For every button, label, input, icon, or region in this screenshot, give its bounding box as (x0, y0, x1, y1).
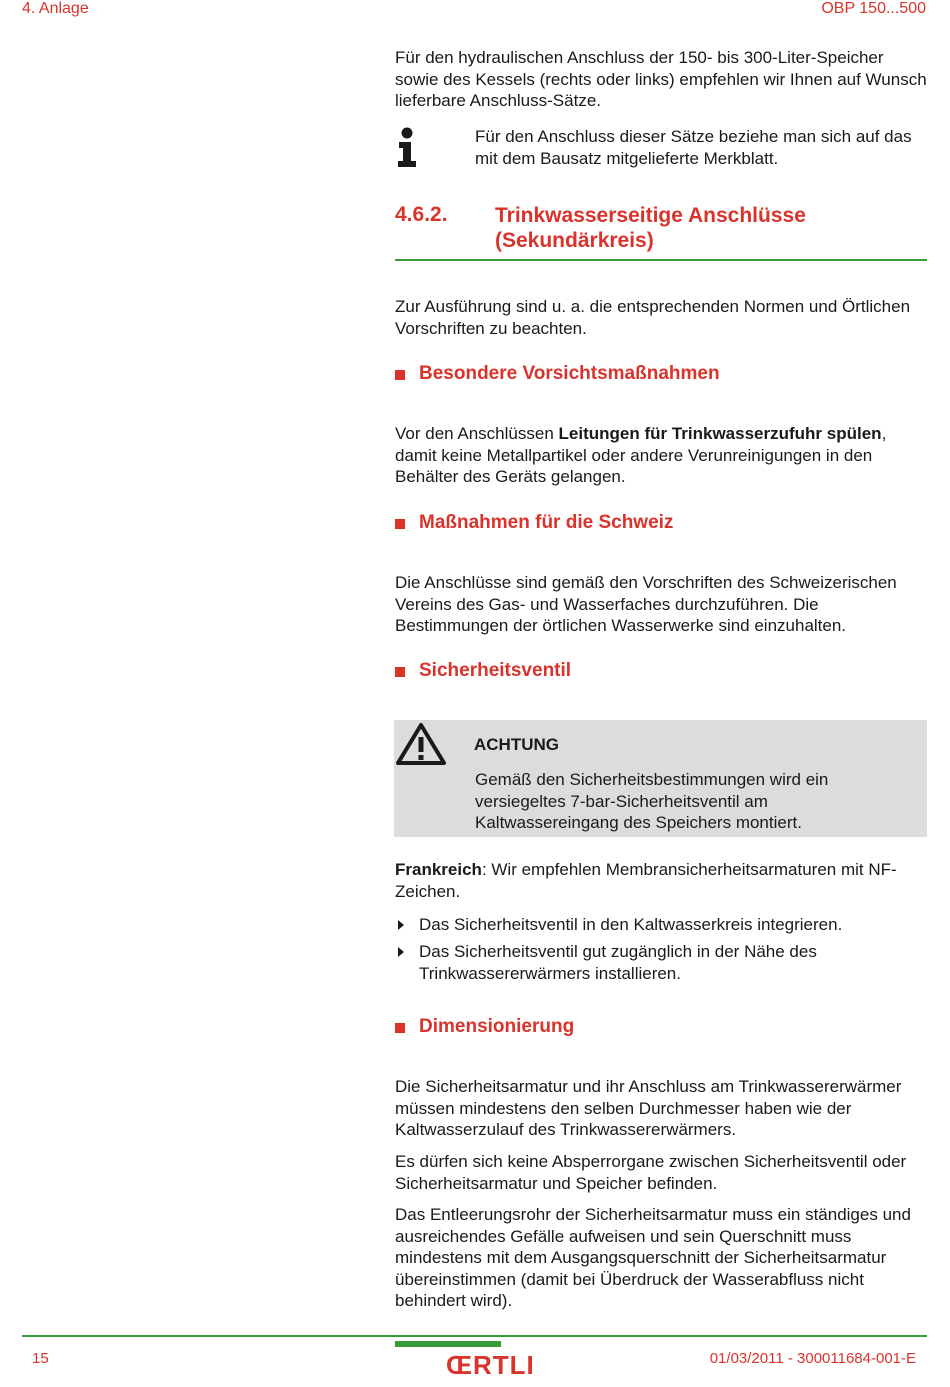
france-text: : Wir empfehlen Membransicherheitsarmaturen mit NF-Zeichen. (395, 860, 897, 901)
precautions-bold: Leitungen für Trinkwasserzufuhr spülen (558, 424, 882, 443)
france-bold: Frankreich (395, 860, 482, 879)
red-square-bullet-icon (395, 519, 405, 529)
dimensioning-paragraph-3: Das Entleerungsrohr der Sicherheitsarmatur muss ein ständiges und ausreichendes Gefälle aufweisen und sein Querschnitt muss mindestens mit dem Ausgangsquerschnitt der Sicherheitsarmatur übereinstimmen (damit bei Überdruck der Wasserabfluss nicht behindert wird). (395, 1205, 911, 1310)
france-paragraph (395, 859, 930, 902)
section-number: 4.6.2. (395, 203, 448, 226)
header-product: OBP 150...500 (821, 0, 926, 17)
section-intro: Zur Ausführung sind u. a. die entsprechenden Normen und Örtlichen Vorschriften zu beachten. (395, 297, 911, 338)
section-title: Trinkwasserseitige Anschlüsse (Sekundärkreis) (495, 204, 806, 252)
info-note-text: Für den Anschluss dieser Sätze beziehe man sich auf das mit dem Bausatz mitgelieferte Merkblatt. (475, 127, 912, 168)
info-icon (395, 126, 419, 168)
intro-paragraph: Für den hydraulischen Anschluss der 150- bis 300-Liter-Speicher sowie des Kessels (rechts oder links) empfehlen wir Ihnen auf Wunsch lieferbare Anschluss-Sätze. (395, 48, 927, 110)
page-number: 15 (32, 1350, 49, 1367)
precautions-post: , damit keine Metallpartikel oder andere Verunreinigungen in den Behälter des Geräts gelangen. (395, 424, 887, 486)
footer-accent-bar (395, 1341, 501, 1347)
dimensioning-paragraph-1: Die Sicherheitsarmatur und ihr Anschluss am Trinkwassererwärmer müssen mindestens den selben Durchmesser haben wie der Kaltwasserzulauf des Trinkwassererwärmers. (395, 1077, 902, 1139)
subheading-precautions-label: Besondere Vorsichtsmaßnahmen (419, 363, 720, 384)
subheading-safety-valve-label: Sicherheitsventil (419, 660, 572, 681)
oertli-logo: ŒRTLI (446, 1350, 535, 1380)
document-reference: 01/03/2011 - 300011684-001-E (709, 1350, 916, 1367)
red-square-bullet-icon (395, 370, 405, 380)
warning-text: Gemäß den Sicherheitsbestimmungen wird ein versiegeltes 7-bar-Sicherheitsventil am Kaltwassereingang des Speichers montiert. (475, 770, 829, 832)
precautions-pre: Vor den Anschlüssen (395, 424, 559, 443)
red-square-bullet-icon (395, 667, 405, 677)
red-square-bullet-icon (395, 1023, 405, 1033)
list-item-text: Das Sicherheitsventil in den Kaltwasserkreis integrieren. (419, 915, 843, 934)
dimensioning-paragraph-2: Es dürfen sich keine Absperrorgane zwischen Sicherheitsventil oder Sicherheitsarmatur und Speicher befinden. (395, 1152, 907, 1193)
subheading-dimensioning-label: Dimensionierung (419, 1016, 575, 1037)
subheading-switzerland (395, 511, 673, 535)
subheading-safety-valve (395, 659, 571, 683)
triangle-bullet-icon (398, 947, 404, 957)
subheading-switzerland-label: Maßnahmen für die Schweiz (419, 512, 674, 533)
triangle-bullet-icon (398, 920, 404, 930)
warning-title: ACHTUNG (474, 735, 559, 754)
warning-triangle-icon (395, 722, 447, 766)
footer-divider (22, 1335, 927, 1337)
precautions-paragraph (395, 423, 930, 488)
switzerland-paragraph: Die Anschlüsse sind gemäß den Vorschriften des Schweizerischen Vereins des Gas- und Wasserfaches durchzuführen. Die Bestimmungen der örtlichen Wasserwerke sind einzuhalten. (395, 573, 897, 635)
header-chapter: 4. Anlage (22, 0, 89, 17)
subheading-precautions (395, 362, 720, 386)
subheading-dimensioning (395, 1015, 574, 1039)
section-divider (395, 259, 927, 261)
list-item-text: Das Sicherheitsventil gut zugänglich in der Nähe des Trinkwassererwärmers installieren. (419, 942, 817, 983)
